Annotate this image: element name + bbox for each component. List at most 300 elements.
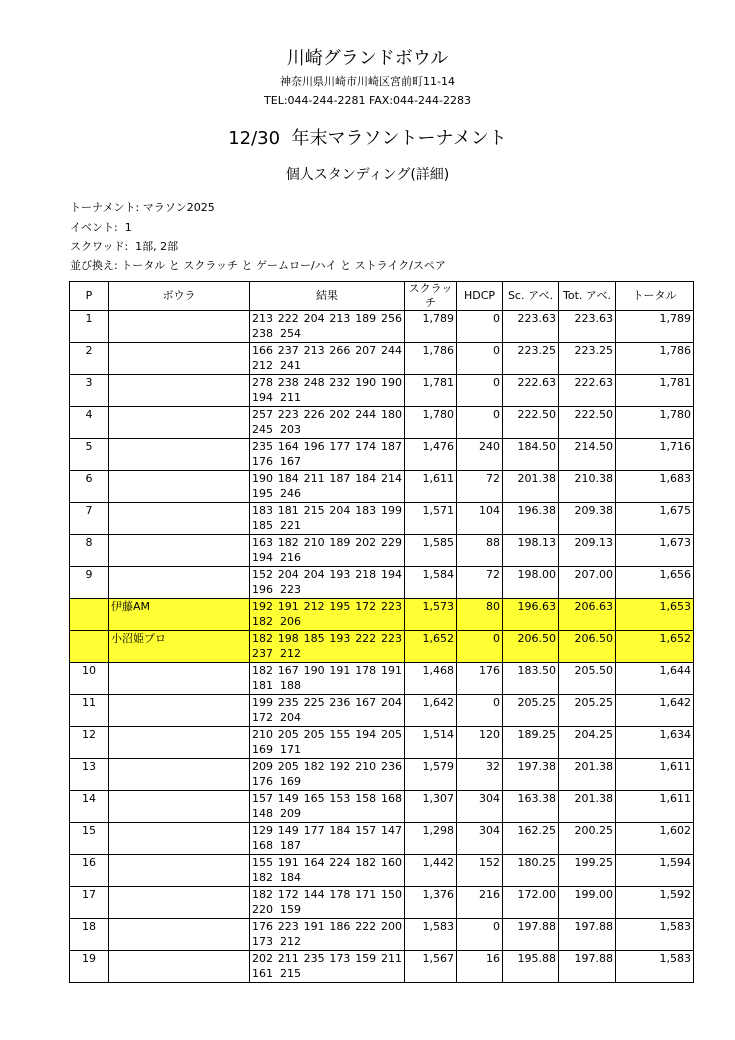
scratch-cell: 1,442: [405, 855, 457, 887]
game-score: 212: [252, 359, 273, 372]
game-score: 191: [277, 600, 299, 613]
tot-avg-cell: 205.50: [559, 663, 616, 695]
total-cell: 1,583: [616, 951, 694, 983]
game-score: 181: [252, 679, 273, 692]
game-score: 202: [329, 408, 351, 421]
total-cell: 1,716: [616, 439, 694, 471]
game-score: 187: [280, 839, 301, 852]
sc-avg-cell: 195.88: [503, 951, 559, 983]
col-header-hdcp[interactable]: HDCP: [457, 282, 503, 311]
game-score: 167: [280, 455, 301, 468]
position-cell: 9: [70, 567, 109, 599]
game-score: 198: [277, 632, 299, 645]
game-score: 159: [280, 903, 301, 916]
tot-avg-cell: 207.00: [559, 567, 616, 599]
position-cell: [70, 631, 109, 663]
hdcp-cell: 0: [457, 343, 503, 375]
bowler-name-cell: [109, 951, 250, 983]
tot-avg-cell: 209.13: [559, 535, 616, 567]
table-row: [70, 823, 694, 855]
game-score: 223: [280, 583, 301, 596]
sc-avg-cell: 223.63: [503, 311, 559, 343]
game-score: 189: [329, 536, 351, 549]
game-score: 172: [355, 600, 377, 613]
position-cell: 8: [70, 535, 109, 567]
game-score: 266: [329, 344, 351, 357]
scratch-cell: 1,584: [405, 567, 457, 599]
game-score: 144: [303, 888, 325, 901]
sc-avg-cell: 184.50: [503, 439, 559, 471]
hdcp-cell: 152: [457, 855, 503, 887]
game-score: 237: [277, 344, 299, 357]
game-score: 186: [329, 920, 351, 933]
game-score: 204: [303, 568, 325, 581]
game-score: 189: [355, 312, 377, 325]
game-score: 236: [329, 696, 351, 709]
table-row: [70, 471, 694, 503]
position-cell: 13: [70, 759, 109, 791]
table-row: [70, 535, 694, 567]
meta-sort: 並び換え: トータル と スクラッチ と ゲームロー/ハイ と ストライク/スペア: [70, 259, 446, 272]
game-score: 129: [252, 824, 273, 837]
game-score: 235: [277, 696, 299, 709]
game-score: 165: [303, 792, 325, 805]
game-score: 196: [303, 440, 325, 453]
game-score: 193: [329, 568, 351, 581]
game-scores-cell: [250, 823, 405, 855]
meta-squad: スクワッド: 1部, 2部: [70, 240, 179, 253]
game-score: 205: [303, 728, 325, 741]
game-score: 171: [355, 888, 377, 901]
total-cell: 1,611: [616, 791, 694, 823]
table-row: [70, 663, 694, 695]
game-score: 183: [355, 504, 377, 517]
game-score: 195: [252, 487, 273, 500]
game-score: 182: [277, 536, 299, 549]
game-score: 166: [252, 344, 273, 357]
game-score: 180: [380, 408, 402, 421]
game-score: 183: [252, 504, 273, 517]
total-cell: 1,644: [616, 663, 694, 695]
game-score: 177: [303, 824, 325, 837]
total-cell: 1,592: [616, 887, 694, 919]
col-header-total[interactable]: トータル: [616, 282, 694, 311]
game-score: 211: [303, 472, 325, 485]
game-score: 254: [280, 327, 301, 340]
bowler-name-cell: [109, 695, 250, 727]
position-cell: 18: [70, 919, 109, 951]
game-score: 196: [252, 583, 273, 596]
scratch-cell: 1,583: [405, 919, 457, 951]
game-scores-cell: [250, 631, 405, 663]
game-scores-cell: [250, 311, 405, 343]
tot-avg-cell: 223.25: [559, 343, 616, 375]
total-cell: 1,652: [616, 631, 694, 663]
game-score: 238: [252, 327, 273, 340]
total-cell: 1,653: [616, 599, 694, 631]
position-cell: 17: [70, 887, 109, 919]
tot-avg-cell: 222.63: [559, 375, 616, 407]
bowler-name-cell: [109, 407, 250, 439]
game-score: 167: [277, 664, 299, 677]
game-scores-cell: [250, 599, 405, 631]
bowler-name-cell: [109, 663, 250, 695]
position-cell: 1: [70, 311, 109, 343]
hdcp-cell: 304: [457, 823, 503, 855]
game-score: 205: [277, 728, 299, 741]
game-score: 209: [280, 807, 301, 820]
game-score: 182: [303, 760, 325, 773]
game-score: 161: [252, 967, 273, 980]
position-cell: 19: [70, 951, 109, 983]
game-score: 244: [355, 408, 377, 421]
sc-avg-cell: 197.38: [503, 759, 559, 791]
tot-avg-cell: 199.25: [559, 855, 616, 887]
game-scores-cell: [250, 407, 405, 439]
scratch-cell: 1,376: [405, 887, 457, 919]
hdcp-cell: 240: [457, 439, 503, 471]
game-score: 191: [329, 664, 351, 677]
hdcp-cell: 120: [457, 727, 503, 759]
game-score: 204: [277, 568, 299, 581]
game-score: 181: [277, 504, 299, 517]
game-score: 203: [280, 423, 301, 436]
game-score: 147: [380, 824, 402, 837]
game-score: 194: [355, 728, 377, 741]
game-scores-cell: [250, 439, 405, 471]
game-scores-cell: [250, 759, 405, 791]
game-score: 212: [303, 600, 325, 613]
table-row: [70, 695, 694, 727]
game-score: 256: [380, 312, 402, 325]
sc-avg-cell: 205.25: [503, 695, 559, 727]
scratch-cell: 1,652: [405, 631, 457, 663]
game-score: 209: [252, 760, 273, 773]
standings-table: [69, 281, 694, 983]
game-score: 226: [303, 408, 325, 421]
col-header-tot-avg[interactable]: Tot. アベ.: [559, 282, 616, 311]
sc-avg-cell: 222.50: [503, 407, 559, 439]
game-scores-cell: [250, 951, 405, 983]
game-scores-cell: [250, 535, 405, 567]
game-score: 152: [252, 568, 273, 581]
game-score: 235: [252, 440, 273, 453]
total-cell: 1,594: [616, 855, 694, 887]
game-score: 223: [380, 600, 402, 613]
game-score: 206: [280, 615, 301, 628]
game-score: 164: [277, 440, 299, 453]
position-cell: 4: [70, 407, 109, 439]
position-cell: 5: [70, 439, 109, 471]
hdcp-cell: 72: [457, 471, 503, 503]
game-score: 202: [355, 536, 377, 549]
total-cell: 1,781: [616, 375, 694, 407]
game-score: 199: [252, 696, 273, 709]
game-score: 204: [329, 504, 351, 517]
game-score: 205: [277, 760, 299, 773]
table-row: [70, 727, 694, 759]
scratch-cell: 1,642: [405, 695, 457, 727]
game-score: 190: [380, 376, 402, 389]
bowler-name-cell: [109, 567, 250, 599]
game-score: 213: [303, 344, 325, 357]
game-score: 204: [380, 696, 402, 709]
bowler-name-cell: [109, 471, 250, 503]
position-cell: 7: [70, 503, 109, 535]
col-header-bowler[interactable]: ボウラ: [109, 282, 250, 311]
meta-tournament: トーナメント: マラソン2025: [70, 201, 215, 214]
venue-address: 神奈川県川崎市川崎区宮前町11-14: [280, 75, 455, 88]
game-score: 190: [303, 664, 325, 677]
position-cell: 16: [70, 855, 109, 887]
sc-avg-cell: 198.00: [503, 567, 559, 599]
total-cell: 1,642: [616, 695, 694, 727]
game-score: 199: [380, 504, 402, 517]
venue-tel-fax: TEL:044-244-2281 FAX:044-244-2283: [264, 94, 471, 107]
hdcp-cell: 216: [457, 887, 503, 919]
game-scores-cell: [250, 663, 405, 695]
game-score: 194: [252, 391, 273, 404]
game-score: 191: [303, 920, 325, 933]
position-cell: 6: [70, 471, 109, 503]
col-header-sc-avg[interactable]: Sc. アベ.: [503, 282, 559, 311]
game-score: 238: [277, 376, 299, 389]
sc-avg-cell: 198.13: [503, 535, 559, 567]
total-cell: 1,683: [616, 471, 694, 503]
sc-avg-cell: 183.50: [503, 663, 559, 695]
table-row: [70, 503, 694, 535]
hdcp-cell: 0: [457, 407, 503, 439]
table-row: [70, 855, 694, 887]
game-score: 213: [252, 312, 273, 325]
game-score: 153: [329, 792, 351, 805]
game-score: 182: [252, 632, 273, 645]
position-cell: 3: [70, 375, 109, 407]
game-score: 202: [252, 952, 273, 965]
position-cell: 10: [70, 663, 109, 695]
game-score: 182: [252, 871, 273, 884]
scratch-cell: 1,786: [405, 343, 457, 375]
sc-avg-cell: 223.25: [503, 343, 559, 375]
venue-name: 川崎グランドボウル: [286, 48, 449, 69]
sc-avg-cell: 222.63: [503, 375, 559, 407]
game-scores-cell: [250, 343, 405, 375]
game-scores-cell: [250, 727, 405, 759]
game-score: 187: [380, 440, 402, 453]
sc-avg-cell: 180.25: [503, 855, 559, 887]
total-cell: 1,634: [616, 727, 694, 759]
hdcp-cell: 176: [457, 663, 503, 695]
scratch-cell: 1,298: [405, 823, 457, 855]
table-row: [70, 343, 694, 375]
game-scores-cell: [250, 567, 405, 599]
total-cell: 1,780: [616, 407, 694, 439]
col-header-results[interactable]: 結果: [250, 282, 405, 311]
game-score: 232: [329, 376, 351, 389]
game-score: 169: [280, 775, 301, 788]
total-cell: 1,656: [616, 567, 694, 599]
game-score: 223: [277, 920, 299, 933]
table-header-row: [70, 282, 694, 311]
game-score: 157: [252, 792, 273, 805]
game-score: 222: [277, 312, 299, 325]
game-scores-cell: [250, 791, 405, 823]
sc-avg-cell: 162.25: [503, 823, 559, 855]
position-cell: 12: [70, 727, 109, 759]
game-score: 210: [252, 728, 273, 741]
game-score: 257: [252, 408, 273, 421]
game-score: 245: [252, 423, 273, 436]
game-score: 244: [380, 344, 402, 357]
hdcp-cell: 16: [457, 951, 503, 983]
game-score: 237: [252, 647, 273, 660]
game-score: 222: [355, 920, 377, 933]
scratch-cell: 1,476: [405, 439, 457, 471]
total-cell: 1,786: [616, 343, 694, 375]
bowler-name-cell: [109, 375, 250, 407]
game-score: 188: [280, 679, 301, 692]
tot-avg-cell: 209.38: [559, 503, 616, 535]
game-score: 246: [280, 487, 301, 500]
sc-avg-cell: 197.88: [503, 919, 559, 951]
total-cell: 1,675: [616, 503, 694, 535]
total-cell: 1,602: [616, 823, 694, 855]
tot-avg-cell: 205.25: [559, 695, 616, 727]
table-row: [70, 887, 694, 919]
sc-avg-cell: 163.38: [503, 791, 559, 823]
game-scores-cell: [250, 471, 405, 503]
hdcp-cell: 32: [457, 759, 503, 791]
total-cell: 1,611: [616, 759, 694, 791]
game-score: 211: [277, 952, 299, 965]
game-score: 184: [329, 824, 351, 837]
tot-avg-cell: 200.25: [559, 823, 616, 855]
sc-avg-cell: 196.63: [503, 599, 559, 631]
game-score: 157: [355, 824, 377, 837]
table-row: [70, 567, 694, 599]
game-score: 193: [329, 632, 351, 645]
game-score: 177: [329, 440, 351, 453]
game-score: 178: [355, 664, 377, 677]
col-header-scratch[interactable]: スクラッチ: [405, 282, 457, 311]
position-cell: 2: [70, 343, 109, 375]
bowler-name-cell: [109, 855, 250, 887]
scratch-cell: 1,780: [405, 407, 457, 439]
game-score: 173: [252, 935, 273, 948]
tot-avg-cell: 206.63: [559, 599, 616, 631]
game-score: 207: [355, 344, 377, 357]
hdcp-cell: 304: [457, 791, 503, 823]
hdcp-cell: 80: [457, 599, 503, 631]
tot-avg-cell: 197.88: [559, 951, 616, 983]
game-score: 149: [277, 792, 299, 805]
game-score: 168: [380, 792, 402, 805]
game-score: 191: [277, 856, 299, 869]
table-row: [70, 919, 694, 951]
bowler-name-cell: [109, 439, 250, 471]
game-score: 158: [355, 792, 377, 805]
tot-avg-cell: 206.50: [559, 631, 616, 663]
scratch-cell: 1,307: [405, 791, 457, 823]
game-score: 184: [280, 871, 301, 884]
game-score: 194: [252, 551, 273, 564]
scratch-cell: 1,585: [405, 535, 457, 567]
scratch-cell: 1,571: [405, 503, 457, 535]
game-score: 190: [252, 472, 273, 485]
game-score: 155: [329, 728, 351, 741]
hdcp-cell: 72: [457, 567, 503, 599]
bowler-name-cell: [109, 503, 250, 535]
game-score: 278: [252, 376, 273, 389]
table-row: [70, 375, 694, 407]
game-score: 235: [303, 952, 325, 965]
game-score: 195: [329, 600, 351, 613]
table-row: [70, 599, 694, 631]
position-cell: 14: [70, 791, 109, 823]
sc-avg-cell: 196.38: [503, 503, 559, 535]
col-header-position[interactable]: P: [70, 282, 109, 311]
bowler-name-cell: [109, 727, 250, 759]
hdcp-cell: 104: [457, 503, 503, 535]
hdcp-cell: 0: [457, 695, 503, 727]
scratch-cell: 1,579: [405, 759, 457, 791]
game-score: 182: [252, 664, 273, 677]
tot-avg-cell: 210.38: [559, 471, 616, 503]
total-cell: 1,789: [616, 311, 694, 343]
bowler-name-cell: [109, 919, 250, 951]
page-subtitle: 個人スタンディング(詳細): [285, 167, 450, 183]
game-score: 160: [380, 856, 402, 869]
game-score: 184: [355, 472, 377, 485]
tot-avg-cell: 204.25: [559, 727, 616, 759]
game-score: 176: [252, 920, 273, 933]
game-score: 221: [280, 519, 301, 532]
game-score: 191: [380, 664, 402, 677]
tot-avg-cell: 222.50: [559, 407, 616, 439]
table-row: [70, 951, 694, 983]
game-score: 190: [355, 376, 377, 389]
game-score: 163: [252, 536, 273, 549]
game-score: 211: [380, 952, 402, 965]
meta-event: イベント: 1: [70, 221, 132, 234]
scratch-cell: 1,567: [405, 951, 457, 983]
game-scores-cell: [250, 375, 405, 407]
game-score: 210: [303, 536, 325, 549]
game-score: 167: [355, 696, 377, 709]
sc-avg-cell: 172.00: [503, 887, 559, 919]
sc-avg-cell: 189.25: [503, 727, 559, 759]
game-score: 200: [380, 920, 402, 933]
game-score: 220: [252, 903, 273, 916]
game-score: 241: [280, 359, 301, 372]
game-score: 212: [280, 647, 301, 660]
tot-avg-cell: 201.38: [559, 759, 616, 791]
bowler-name-cell: [109, 535, 250, 567]
game-scores-cell: [250, 887, 405, 919]
table-row: [70, 791, 694, 823]
page-title: 12/30 年末マラソントーナメント: [228, 128, 507, 149]
game-score: 222: [355, 632, 377, 645]
table-row: [70, 631, 694, 663]
game-score: 229: [380, 536, 402, 549]
game-score: 248: [303, 376, 325, 389]
tot-avg-cell: 201.38: [559, 791, 616, 823]
game-scores-cell: [250, 695, 405, 727]
game-scores-cell: [250, 855, 405, 887]
game-score: 215: [280, 967, 301, 980]
hdcp-cell: 88: [457, 535, 503, 567]
game-score: 194: [380, 568, 402, 581]
